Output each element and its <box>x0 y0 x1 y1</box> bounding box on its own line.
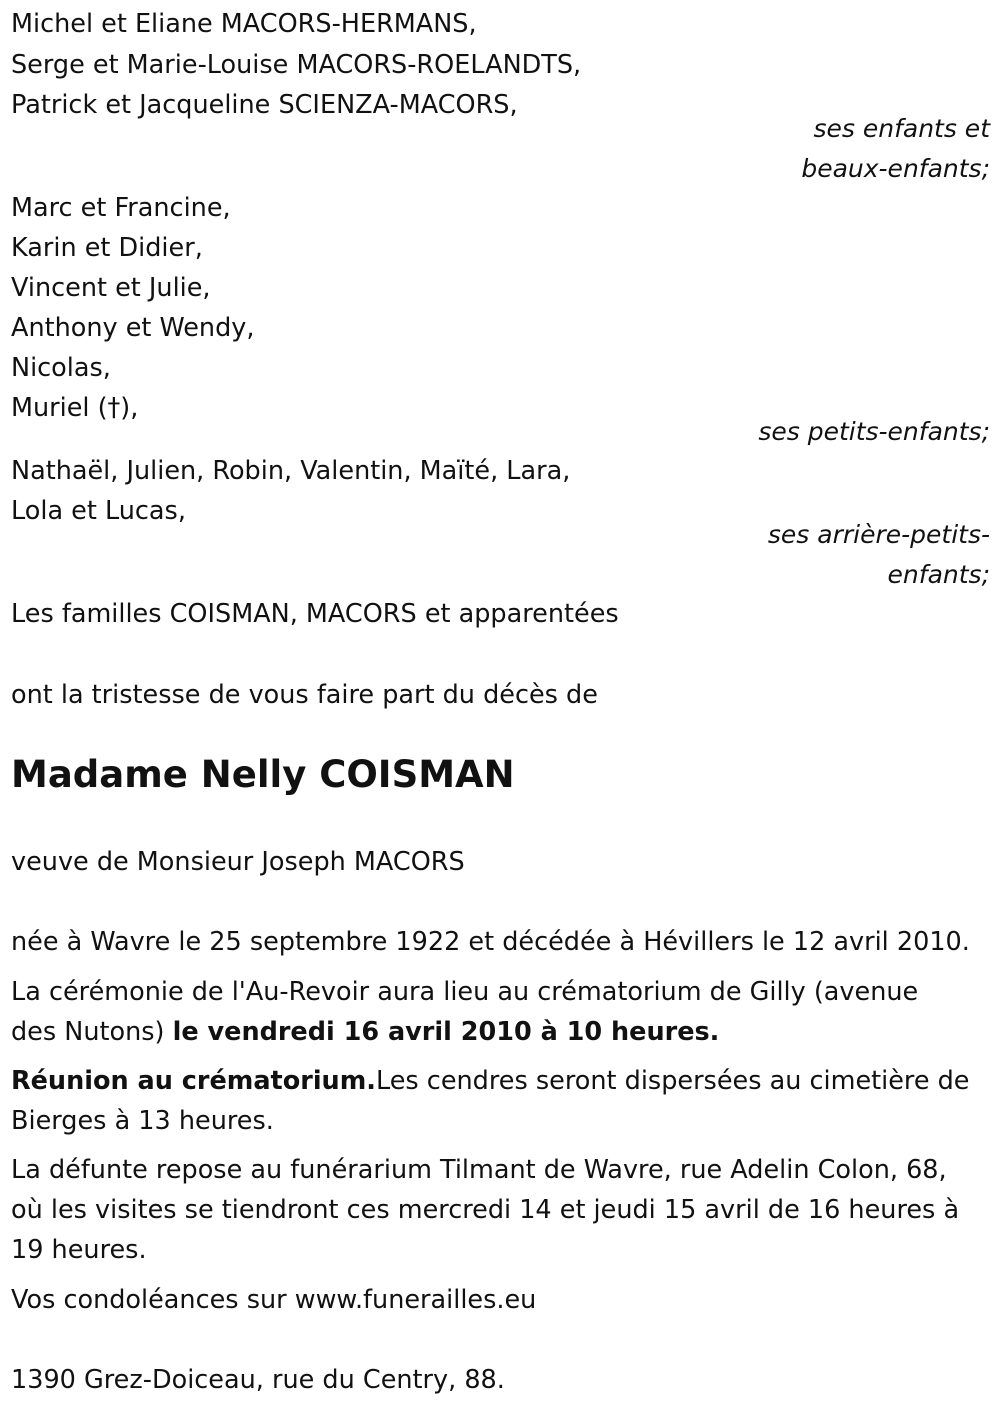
grandchild-line: Marc et Francine, <box>11 193 231 223</box>
announcement-line: ont la tristesse de vous faire part du décès de <box>11 680 598 710</box>
children-label: ses enfants et <box>813 114 990 143</box>
great-grandchild-line: Nathaël, Julien, Robin, Valentin, Maïté, Lara, <box>11 456 571 486</box>
repose-line: 19 heures. <box>11 1235 147 1265</box>
ceremony-line <box>11 1012 989 1052</box>
repose-line: où les visites se tiendront ces mercredi 14 et jeudi 15 avril de 16 heures à <box>11 1195 960 1225</box>
reunion-line: Bierges à 13 heures. <box>11 1106 274 1136</box>
grandchildren-label: ses petits-enfants; <box>758 417 990 446</box>
ceremony-date: le vendredi 16 avril 2010 à 10 heures. <box>172 1017 720 1047</box>
great-grandchild-line: Lola et Lucas, <box>11 496 186 526</box>
grandchild-line: Muriel (†), <box>11 393 139 423</box>
address-line: 1390 Grez-Doiceau, rue du Centry, 88. <box>11 1365 505 1395</box>
child-line: Michel et Eliane MACORS-HERMANS, <box>11 9 477 39</box>
reunion-text: Les cendres seront dispersées au cimetière de <box>375 1066 970 1096</box>
grandchild-line: Vincent et Julie, <box>11 273 211 303</box>
grandchild-line: Nicolas, <box>11 353 111 383</box>
child-line: Patrick et Jacqueline SCIENZA-MACORS, <box>11 90 518 120</box>
repose-line: La défunte repose au funérarium Tilmant de Wavre, rue Adelin Colon, 68, <box>11 1155 947 1185</box>
birth-death-line: née à Wavre le 25 septembre 1922 et décédée à Hévillers le 12 avril 2010. <box>11 927 970 957</box>
ceremony-line: La cérémonie de l'Au-Revoir aura lieu au crématorium de Gilly (avenue <box>11 977 919 1007</box>
great-grandchildren-label: enfants; <box>887 560 990 589</box>
reunion-line <box>11 1061 989 1101</box>
grandchild-line: Anthony et Wendy, <box>11 313 255 343</box>
widow-line: veuve de Monsieur Joseph MACORS <box>11 847 465 877</box>
families-line: Les familles COISMAN, MACORS et apparentées <box>11 599 619 629</box>
grandchild-line: Karin et Didier, <box>11 233 203 263</box>
child-line: Serge et Marie-Louise MACORS-ROELANDTS, <box>11 50 582 80</box>
condolences-line: Vos condoléances sur www.funerailles.eu <box>11 1285 537 1315</box>
deceased-name: Madame Nelly COISMAN <box>11 753 515 796</box>
children-label: beaux-enfants; <box>801 154 990 183</box>
reunion-heading: Réunion au crématorium. <box>11 1066 376 1096</box>
great-grandchildren-label: ses arrière-petits- <box>767 520 990 549</box>
ceremony-text: des Nutons) <box>11 1017 173 1047</box>
